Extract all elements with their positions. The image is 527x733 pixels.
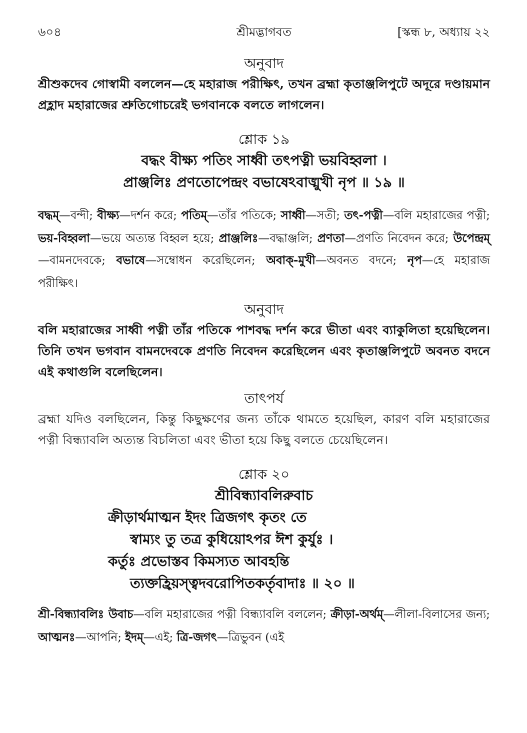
- translation-19-heading: অনুবাদ: [244, 302, 284, 318]
- purport-text: ব্রহ্মা যদিও বলছিলেন, কিন্তু কিছুক্ষণের জন্য তাঁকে থামতে হয়েছিল, কারণ বলি মহারাজের পত্নী বিন্ধ্যাবলি অত্যন্ত বিচলিতা এবং ভীতা হয়ে কিছু বলতে চেয়েছিলেন।: [38, 412, 490, 447]
- synonym-term: তৎ-পত্নী: [344, 208, 383, 222]
- synonym-meaning: —বলি মহারাজের পত্নী বিন্ধ্যাবলি বললেন;: [133, 607, 331, 621]
- synonym-meaning: —আপনি;: [75, 629, 126, 644]
- synonym-term: প্রণতা: [317, 230, 345, 245]
- synonym-term: বদ্ধম্: [38, 208, 60, 222]
- chapter-reference: [স্কন্ধ ৮, অধ্যায় ২২: [397, 25, 490, 39]
- verse-19-line-1: বদ্ধং বীক্ষ্য পতিং সাধ্বী তৎপত্নী ভয়বিহ্বলা ।: [141, 153, 387, 169]
- synonym-meaning: —অবনত বদনে;: [315, 253, 408, 267]
- synonym-meaning: —লীলা-বিলাসের জন্য;: [383, 607, 490, 621]
- translation-19-text: বলি মহারাজের সাধ্বী পত্নী তাঁর পতিকে পাশবদ্ধ দর্শন করে ভীতা এবং ব্যাকুলিতা হয়েছিলেন। তিনি তখন ভগবান বামনদেবকে প্রণতি নিবেদন করেছিলেন এবং কৃতাঞ্জলিপুটে অবনত বদনে এই কথাগুলি বলেছিলেন।: [38, 323, 490, 379]
- synonym-meaning: —বন্দী;: [59, 208, 98, 222]
- synonym-term: বীক্ষ্য: [97, 208, 120, 222]
- book-title: শ্রীমদ্ভাগবত: [236, 25, 292, 39]
- book-page: [38, 22, 490, 648]
- page-number: ৬০৪: [38, 25, 62, 39]
- synonym-term: ক্রীড়া-অর্থম্: [330, 607, 384, 621]
- verse-19-line-2: প্রাঞ্জলিঃ প্রণতোপেন্দ্রং বভাষেঽবাঙ্মুখী নৃপ ॥ ১৯ ॥: [123, 175, 405, 191]
- synonym-term: ইদম্: [125, 629, 144, 644]
- synonym-meaning: —বামনদেবকে;: [38, 253, 117, 267]
- synonym-meaning: —ত্রিভুবন (এই: [216, 629, 285, 644]
- synonym-meaning: —ভয়ে অত্যন্ত বিহ্বল হয়ে;: [89, 230, 219, 245]
- synonym-term: ত্রি-জগৎ: [176, 629, 217, 644]
- translation-heading: অনুবাদ: [244, 56, 284, 72]
- translation-lead: শ্রী: [38, 77, 51, 91]
- synonym-meaning: —বলি মহারাজের পত্নী;: [382, 208, 490, 222]
- page-header: [38, 22, 490, 44]
- synonym-term: বভাষে: [116, 253, 146, 267]
- translation-text: [38, 74, 490, 116]
- verse-20-speaker: শ্রীবিন্ধ্যাবলিরুবাচ: [215, 488, 313, 504]
- verse-20-line-3: কর্তুঃ প্রভোস্তব কিমস্যত আবহন্তি: [108, 554, 290, 570]
- verse-20-line-2: স্বাম্যং তু তত্র কুধিয়োঽপর ঈশ কুর্যুঃ ।: [130, 532, 334, 548]
- synonym-term: ভয়-বিহ্বলা: [38, 230, 90, 245]
- synonym-meaning: —বদ্ধাঞ্জলি;: [258, 230, 318, 245]
- synonym-meaning: —প্রণতি নিবেদন করে;: [344, 230, 454, 245]
- synonyms-20: [38, 603, 490, 648]
- synonym-term: উপেন্দ্রম্: [453, 230, 490, 245]
- synonym-term: নৃপ: [407, 253, 422, 267]
- verse-20-heading: শ্লোক ২০: [238, 467, 290, 483]
- purport-heading: তাৎপর্য: [244, 391, 284, 407]
- synonym-meaning: —সতী;: [305, 208, 345, 222]
- synonym-term: অবাক্-মুখী: [266, 253, 316, 267]
- translation-body: শুকদেব গোস্বামী বললেন—হে মহারাজ পরীক্ষিৎ, তখন ব্রহ্মা কৃতাঞ্জলিপুটে অদূরে দণ্ডায়মান প্রহ্লাদ মহারাজের শ্রুতিগোচরেই ভগবানকে বলতে লাগলেন।: [38, 77, 490, 112]
- verse-20-line-1: ক্রীড়ার্থমাত্মন ইদং ত্রিজগৎ কৃতং তে: [108, 510, 307, 526]
- synonym-term: সাধ্বী: [280, 208, 306, 222]
- synonym-meaning: —এই;: [143, 629, 177, 644]
- synonym-meaning: —দর্শন করে;: [119, 208, 182, 222]
- synonym-term: আত্মনঃ: [38, 629, 76, 644]
- synonym-meaning: —সম্বোধন করেছিলেন;: [145, 253, 267, 267]
- verse-19-heading: শ্লোক ১৯: [238, 132, 290, 148]
- synonyms-19: [38, 204, 490, 294]
- synonym-term: শ্রী-বিন্ধ্যাবলিঃ উবাচ: [38, 607, 134, 621]
- synonym-term: প্রাঞ্জলিঃ: [218, 230, 259, 245]
- synonym-term: পতিম্: [181, 208, 208, 222]
- synonym-meaning: —হে মহারাজ পরীক্ষিৎ।: [38, 253, 490, 290]
- verse-20-line-4: ত্যক্তহ্রিয়স্ত্বদবরোপিতকর্তৃবাদাঃ ॥ ২০ ॥: [130, 576, 355, 592]
- synonym-meaning: —তাঁর পতিকে;: [207, 208, 281, 222]
